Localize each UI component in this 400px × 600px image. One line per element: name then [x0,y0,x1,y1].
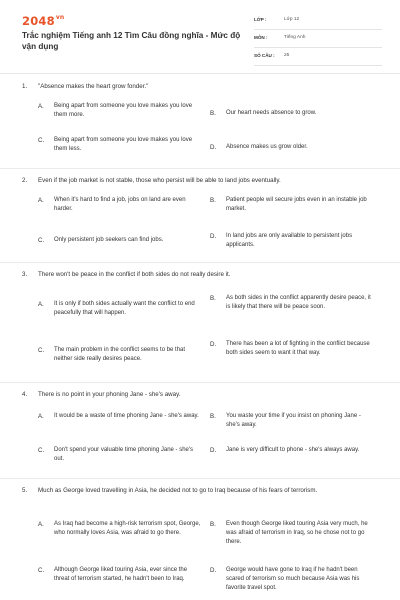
question-divider [0,168,400,169]
document-title: Trắc nghiệm Tiếng anh 12 Tìm Câu đồng nghĩa - Mức độ vận dụng [22,31,241,51]
document-page: $2048^{vn}$ Trắc nghiệm Tiếng anh 12 Tìm Câu đồng nghĩa - Mức độ vận dụng LỚP : Lớp 12 MÔN : Tiếng Anh SỐ CÂU : 25 1. "Absence makes the heart grow fonder." A. Being apart from someone you love makes you love them more. B. Our heart needs absence to grow. C. Being apart from someone you love makes you love them less. D. Absence makes us grow older. 2. Even if the job market is not stable, those who persist will be able to land jobs eventually. A. When it's hard to find a job, jobs on land are even harder. B. Patient people wil secure jobs even in an instable job market. C. Only persistent job seekers can find jobs. D. In land jobs are only available to persistent jobs applicants. 3. There won't be peace in the conflict if both sides do not really desire it. A. It is only if both sides actually want the conflict to end peacefully that will happen. B. As both sides in the conflict apparently desire peace, it is likely that there will be peace soon. C. The main problem in the conflict seems to be that neither side really desires peace. D. There has been a lot of fighting in the conflict because both sides seem to want it that way. 4. There is no point in your phoning Jane - she's away. A. It would be a waste of time phoning Jane - she's away. B. You waste your time if you insist on phoning Jane - she's away. C. Don't spend your valuable time phoning Jane - she's out. D. Jane is very difficult to phone - she's always away. 5. Much as George loved travelling in Asia, he decided not to go to Iraq because of his fears of terrorism. A. As Iraq had become a high-risk terrorism spot, George, who normally loves Asia, was afraid to go there. B. Even though George liked touring Asia very much, he was afraid of terrorism in Iraq, so he chose not to go there. C. Although George liked touring Asia, ever since the threat of terrorism started, he hadn't been to Iraq. D. George would have gone to Iraq if he hadn't been scared of terrorism so much because Asia was his favorite travel spot. [0,0,400,600]
question-stem: 2. Even if the job market is not stable, those who persist will be able to land jobs eventually. [22,177,281,184]
question-stem: 4. There is no point in your phoning Jane - she's away. [22,391,181,398]
question-stem: 1. "Absence makes the heart grow fonder." [22,83,149,90]
question-divider [0,478,400,479]
site-logo[interactable]: $2048^{vn}$ [22,14,65,28]
question-divider [0,262,400,263]
question-stem: 5. Much as George loved travelling in Asia, he decided not to go to Iraq because of his fears of terrorism. [22,487,318,494]
document-header [0,0,400,72]
meta-value: 25 [284,53,290,58]
meta-value: Tiếng Anh [284,35,306,40]
header-divider [0,73,400,74]
logo-suffix: vn [55,14,65,21]
meta-value: Lớp 12 [284,17,300,22]
question-divider [0,382,400,383]
meta-class-row [254,12,382,30]
meta-subject-row [254,30,382,48]
meta-key: LỚP : [254,17,267,22]
meta-count-row [254,48,382,66]
question-stem: 3. There won't be peace in the conflict if both sides do not really desire it. [22,271,231,278]
meta-key: MÔN : [254,35,268,40]
meta-key: SỐ CÂU : [254,53,275,58]
document-meta [254,12,382,66]
